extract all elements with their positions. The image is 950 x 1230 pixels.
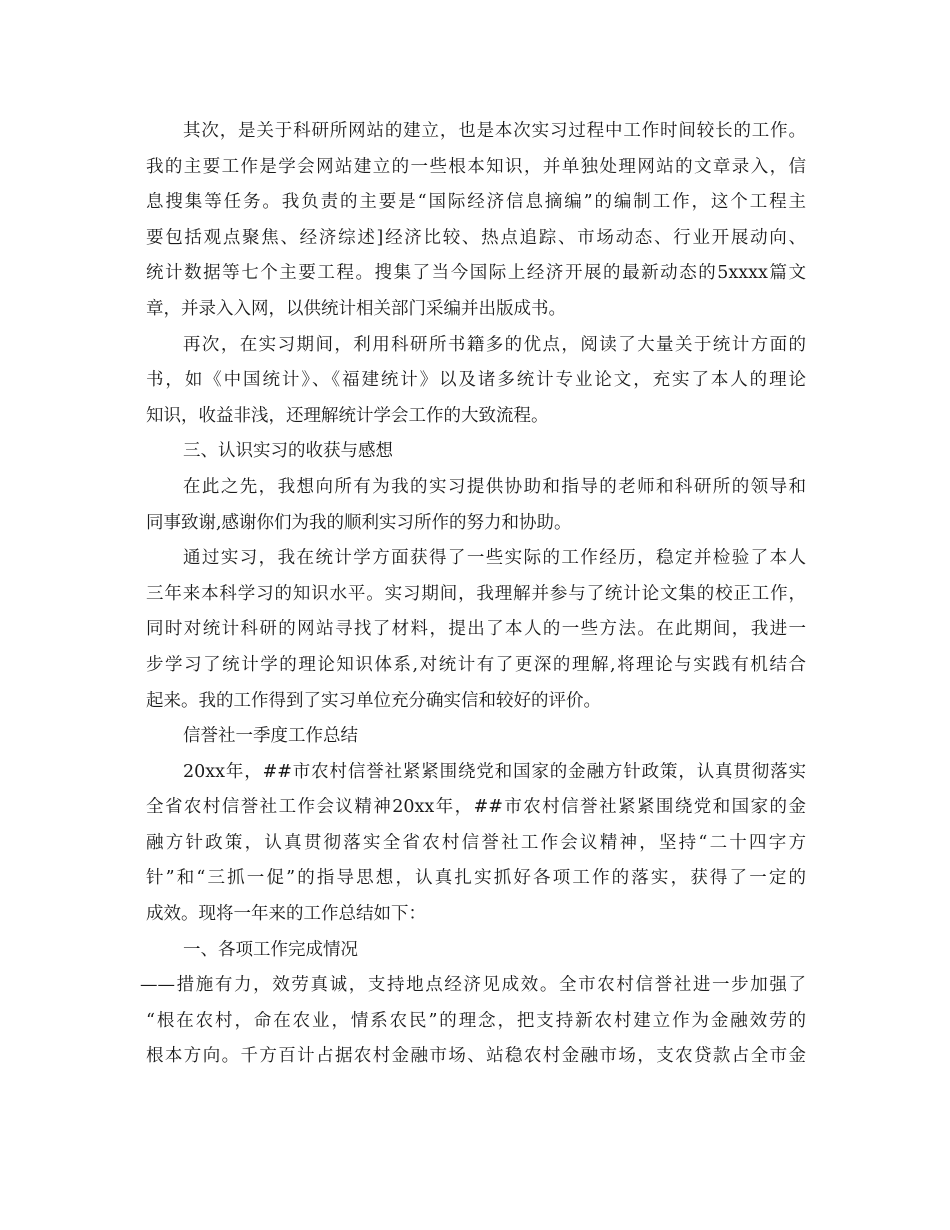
text-line: 章，并录入入网，以供统计相关部门采编并出版成书。	[146, 298, 566, 319]
section-heading: 三、认识实习的收获与感想	[183, 441, 393, 462]
text-line: ——措施有力，效劳真诚，支持地点经济见成效。全市农村信誉社进一步加强了	[140, 975, 806, 996]
text-line: 统计数据等七个主要工程。搜集了当今国际上经济开展的最新动态的5xxxx篇文	[146, 263, 806, 284]
text-line: 在此之先，我想向所有为我的实习提供协助和指导的老师和科研所的领导和	[183, 476, 806, 497]
text-line: 我的主要工作是学会网站建立的一些根本知识，并单独处理网站的文章录入，信	[146, 156, 806, 177]
text-line: 全省农村信誉社工作会议精神20xx年，##市农村信誉社紧紧围绕党和国家的金	[146, 797, 806, 818]
text-line: 知识，收益非浅，还理解统计学会工作的大致流程。	[146, 405, 549, 426]
text-line: 其次，是关于科研所网站的建立，也是本次实习过程中工作时间较长的工作。	[183, 121, 806, 141]
text-line: 再次，在实习期间，利用科研所书籍多的优点，阅读了大量关于统计方面的	[183, 334, 806, 355]
text-line: 针”和“三抓一促”的指导思想，认真扎实抓好各项工作的落实，获得了一定的	[146, 868, 806, 889]
text-line: “根在农村，命在农业，情系农民”的理念，把支持新农村建立作为金融效劳的	[146, 1010, 806, 1031]
text-line: 通过实习，我在统计学方面获得了一些实际的工作经历，稳定并检验了本人	[183, 548, 806, 569]
text-line: 同事致谢,感谢你们为我的顺利实习所作的努力和协助。	[146, 512, 572, 533]
text-line: 三年来本科学习的知识水平。实习期间，我理解并参与了统计论文集的校正工作，	[146, 583, 806, 604]
text-line: 根本方向。千方百计占据农村金融市场、站稳农村金融市场，支农贷款占全市金	[146, 1046, 806, 1067]
text-line: 20xx年，##市农村信誉社紧紧围绕党和国家的金融方针政策，认真贯彻落实	[183, 761, 806, 782]
text-line: 同时对统计科研的网站寻找了材料，提出了本人的一些方法。在此期间，我进一	[146, 619, 806, 640]
text-line: 息搜集等任务。我负责的主要是“国际经济信息摘编”的编制工作，这个工程主	[146, 192, 806, 213]
section-heading: 信誉社一季度工作总结	[183, 726, 358, 747]
section-heading: 一、各项工作完成情况	[183, 939, 358, 960]
text-line: 起来。我的工作得到了实习单位充分确实信和较好的评价。	[146, 690, 601, 711]
text-line: 步学习了统计学的理论知识体系,对统计有了更深的理解,将理论与实践有机结合	[146, 654, 806, 675]
text-line: 融方针政策，认真贯彻落实全省农村信誉社工作会议精神，坚持“二十四字方	[146, 832, 806, 853]
text-line: 成效。现将一年来的工作总结如下：	[146, 904, 426, 925]
text-line: 要包括观点聚焦、经济综述]经济比较、热点追踪、市场动态、行业开展动向、	[146, 227, 806, 248]
text-line: 书，如《中国统计》、《福建统计》以及诸多统计专业论文，充实了本人的理论	[146, 370, 806, 391]
document-body	[140, 114, 806, 1075]
